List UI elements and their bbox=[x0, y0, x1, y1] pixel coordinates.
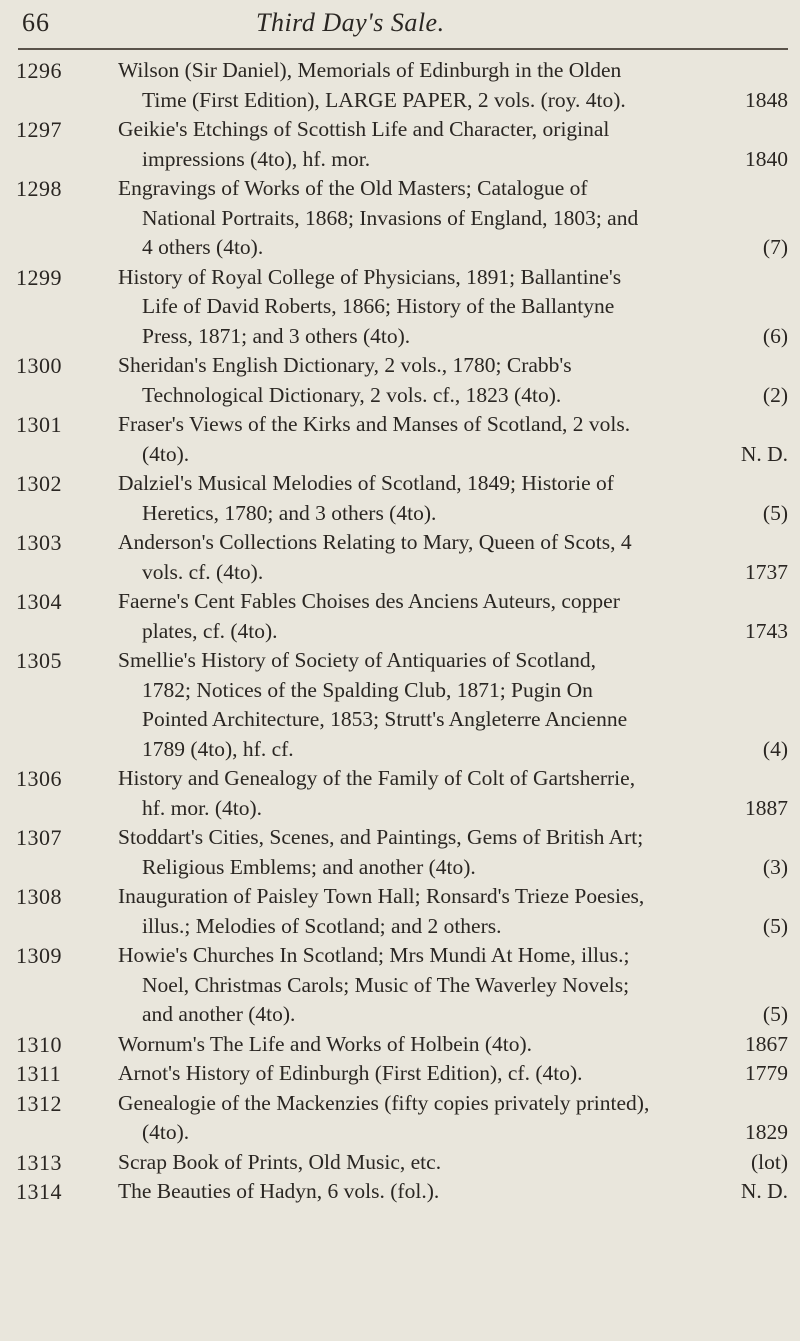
lot-entry bbox=[0, 764, 800, 823]
lot-number: 1307 bbox=[16, 825, 62, 850]
lot-description: Religious Emblems; and another (4to). bbox=[142, 854, 476, 879]
lot-description: Technological Dictionary, 2 vols. cf., 1823 (4to). bbox=[142, 382, 562, 407]
lot-line bbox=[118, 145, 788, 175]
lot-line bbox=[118, 794, 788, 824]
lot-line bbox=[118, 558, 788, 588]
lot-line bbox=[118, 292, 788, 322]
lot-date-or-count: (4) bbox=[762, 736, 788, 761]
lot-number: 1310 bbox=[16, 1031, 62, 1057]
lot-description: Fraser's Views of the Kirks and Manses of Scotland, 2 vols. bbox=[118, 412, 631, 436]
lot-description: Howie's Churches In Scotland; Mrs Mundi At Home, illus.; bbox=[118, 943, 630, 967]
lot-description: (4to). bbox=[142, 1120, 190, 1144]
lot-line bbox=[118, 823, 788, 853]
lot-description: Inauguration of Paisley Town Hall; Ronsard's Trieze Poesies, bbox=[118, 884, 645, 908]
lot-entry bbox=[0, 646, 800, 764]
page-number: 66 bbox=[22, 8, 50, 37]
lot-date-or-count: (2) bbox=[762, 382, 788, 407]
lot-number: 1312 bbox=[16, 1090, 62, 1116]
lot-line bbox=[118, 528, 788, 558]
lot-date-or-count: (5) bbox=[762, 1002, 788, 1026]
lot-line bbox=[118, 233, 788, 263]
lot-entry bbox=[0, 941, 800, 1030]
lot-description: 1782; Notices of the Spalding Club, 1871; Pugin On bbox=[142, 677, 593, 702]
lot-description: Genealogie of the Mackenzies (fifty copies privately printed), bbox=[118, 1090, 650, 1115]
lot-entry bbox=[0, 882, 800, 941]
lot-entry bbox=[0, 587, 800, 646]
lot-date-or-count: 1887 bbox=[745, 795, 788, 820]
lot-description: Sheridan's English Dictionary, 2 vols., 1780; Crabb's bbox=[118, 353, 572, 377]
lot-date-or-count: 1737 bbox=[745, 559, 788, 584]
lot-description: Scrap Book of Prints, Old Music, etc. bbox=[118, 1149, 442, 1174]
lot-date-or-count: N. D. bbox=[740, 441, 788, 466]
lot-entry bbox=[0, 528, 800, 587]
lot-list bbox=[0, 56, 800, 1207]
lot-description: Press, 1871; and 3 others (4to). bbox=[142, 323, 411, 348]
lot-description: Faerne's Cent Fables Choises des Anciens Auteurs, copper bbox=[118, 589, 620, 613]
lot-description: 1789 (4to), hf. cf. bbox=[142, 736, 294, 761]
lot-description: Engravings of Works of the Old Masters; Catalogue of bbox=[118, 176, 588, 200]
lot-description: Wornum's The Life and Works of Holbein (4to). bbox=[118, 1031, 533, 1056]
lot-entry bbox=[0, 410, 800, 469]
lot-number: 1304 bbox=[16, 589, 62, 614]
lot-date-or-count: (5) bbox=[762, 913, 788, 938]
lot-line bbox=[118, 351, 788, 381]
lot-date-or-count: N. D. bbox=[740, 1179, 788, 1203]
lot-entry bbox=[0, 1030, 800, 1060]
lot-line bbox=[118, 1148, 788, 1178]
lot-description: Life of David Roberts, 1866; History of the Ballantyne bbox=[142, 294, 615, 318]
lot-number: 1314 bbox=[16, 1179, 62, 1204]
lot-line bbox=[118, 971, 788, 1001]
lot-line bbox=[118, 86, 788, 116]
lot-line bbox=[118, 204, 788, 234]
lot-number: 1300 bbox=[16, 353, 62, 378]
lot-line bbox=[118, 1118, 788, 1148]
running-title: Third Day's Sale. bbox=[256, 8, 445, 37]
lot-number: 1311 bbox=[16, 1061, 62, 1086]
lot-number: 1303 bbox=[16, 530, 62, 555]
page-header bbox=[0, 0, 800, 50]
lot-line bbox=[118, 410, 788, 440]
lot-description: Heretics, 1780; and 3 others (4to). bbox=[142, 500, 437, 525]
lot-number: 1306 bbox=[16, 766, 62, 791]
lot-entry bbox=[0, 174, 800, 263]
lot-line bbox=[118, 764, 788, 794]
lot-line bbox=[118, 587, 788, 617]
lot-line bbox=[118, 676, 788, 706]
lot-line bbox=[118, 115, 788, 145]
lot-line bbox=[118, 735, 788, 765]
lot-description: Pointed Architecture, 1853; Strutt's Angleterre Ancienne bbox=[142, 707, 628, 731]
lot-line bbox=[118, 174, 788, 204]
lot-description: and another (4to). bbox=[142, 1002, 296, 1026]
lot-number: 1301 bbox=[16, 412, 62, 437]
lot-description: Arnot's History of Edinburgh (First Edition), cf. (4to). bbox=[118, 1061, 583, 1085]
lot-line bbox=[118, 322, 788, 352]
lot-description: Wilson (Sir Daniel), Memorials of Edinburgh in the Olden bbox=[118, 58, 622, 82]
lot-line bbox=[118, 56, 788, 86]
lot-description: Smellie's History of Society of Antiquaries of Scotland, bbox=[118, 648, 597, 672]
lot-date-or-count: (3) bbox=[762, 854, 788, 879]
lot-description: plates, cf. (4to). bbox=[142, 618, 278, 643]
lot-line bbox=[118, 1059, 788, 1089]
lot-date-or-count: 1848 bbox=[745, 87, 788, 112]
lot-date-or-count: 1743 bbox=[745, 618, 788, 643]
lot-number: 1297 bbox=[16, 117, 62, 142]
lot-number: 1302 bbox=[16, 471, 62, 496]
lot-entry bbox=[0, 1089, 800, 1148]
lot-line bbox=[118, 499, 788, 529]
lot-line bbox=[118, 941, 788, 971]
lot-entry bbox=[0, 115, 800, 174]
lot-description: hf. mor. (4to). bbox=[142, 795, 263, 820]
lot-date-or-count: 1867 bbox=[745, 1031, 788, 1056]
lot-entry bbox=[0, 263, 800, 352]
lot-number: 1298 bbox=[16, 176, 62, 201]
lot-date-or-count: (7) bbox=[762, 235, 788, 259]
lot-number: 1299 bbox=[16, 264, 62, 290]
lot-description: National Portraits, 1868; Invasions of England, 1803; and bbox=[142, 205, 639, 230]
lot-description: Dalziel's Musical Melodies of Scotland, 1849; Historie of bbox=[118, 471, 614, 495]
lot-date-or-count: (6) bbox=[762, 323, 788, 348]
lot-line bbox=[118, 882, 788, 912]
lot-date-or-count: 1840 bbox=[745, 146, 788, 171]
lot-line bbox=[118, 912, 788, 942]
lot-number: 1308 bbox=[16, 884, 62, 909]
lot-description: illus.; Melodies of Scotland; and 2 others. bbox=[142, 913, 502, 938]
lot-line bbox=[118, 1177, 788, 1207]
lot-date-or-count: 1829 bbox=[745, 1120, 788, 1144]
lot-description: impressions (4to), hf. mor. bbox=[142, 146, 371, 171]
lot-description: History and Genealogy of the Family of Colt of Gartsherrie, bbox=[118, 766, 636, 790]
lot-description: vols. cf. (4to). bbox=[142, 559, 264, 584]
lot-number: 1296 bbox=[16, 58, 62, 83]
lot-entry bbox=[0, 469, 800, 528]
lot-entry bbox=[0, 351, 800, 410]
lot-line bbox=[118, 1089, 788, 1119]
lot-description: Geikie's Etchings of Scottish Life and Character, original bbox=[118, 117, 610, 141]
lot-entry bbox=[0, 56, 800, 115]
lot-line bbox=[118, 440, 788, 470]
lot-description: History of Royal College of Physicians, 1891; Ballantine's bbox=[118, 264, 622, 289]
lot-number: 1305 bbox=[16, 648, 62, 673]
lot-number: 1309 bbox=[16, 943, 62, 968]
lot-description: Stoddart's Cities, Scenes, and Paintings, Gems of British Art; bbox=[118, 825, 644, 849]
lot-date-or-count: (lot) bbox=[750, 1149, 788, 1174]
lot-entry bbox=[0, 1148, 800, 1178]
lot-date-or-count: (5) bbox=[762, 500, 788, 525]
lot-entry bbox=[0, 1177, 800, 1207]
lot-line bbox=[118, 705, 788, 735]
lot-description: Noel, Christmas Carols; Music of The Waverley Novels; bbox=[142, 972, 630, 997]
lot-line bbox=[118, 469, 788, 499]
lot-number: 1313 bbox=[16, 1149, 62, 1175]
lot-line bbox=[118, 1000, 788, 1030]
lot-line bbox=[118, 263, 788, 293]
lot-entry bbox=[0, 823, 800, 882]
lot-date-or-count: 1779 bbox=[745, 1061, 788, 1085]
lot-description: Anderson's Collections Relating to Mary, Queen of Scots, 4 bbox=[118, 530, 632, 554]
lot-description: (4to). bbox=[142, 441, 190, 466]
lot-line bbox=[118, 617, 788, 647]
lot-description: 4 others (4to). bbox=[142, 235, 264, 259]
lot-line bbox=[118, 381, 788, 411]
lot-entry bbox=[0, 1059, 800, 1089]
lot-line bbox=[118, 1030, 788, 1060]
lot-description: Time (First Edition), LARGE PAPER, 2 vols. (roy. 4to). bbox=[142, 87, 626, 112]
lot-line bbox=[118, 853, 788, 883]
lot-line bbox=[118, 646, 788, 676]
lot-description: The Beauties of Hadyn, 6 vols. (fol.). bbox=[118, 1179, 440, 1203]
header-rule bbox=[18, 48, 788, 50]
